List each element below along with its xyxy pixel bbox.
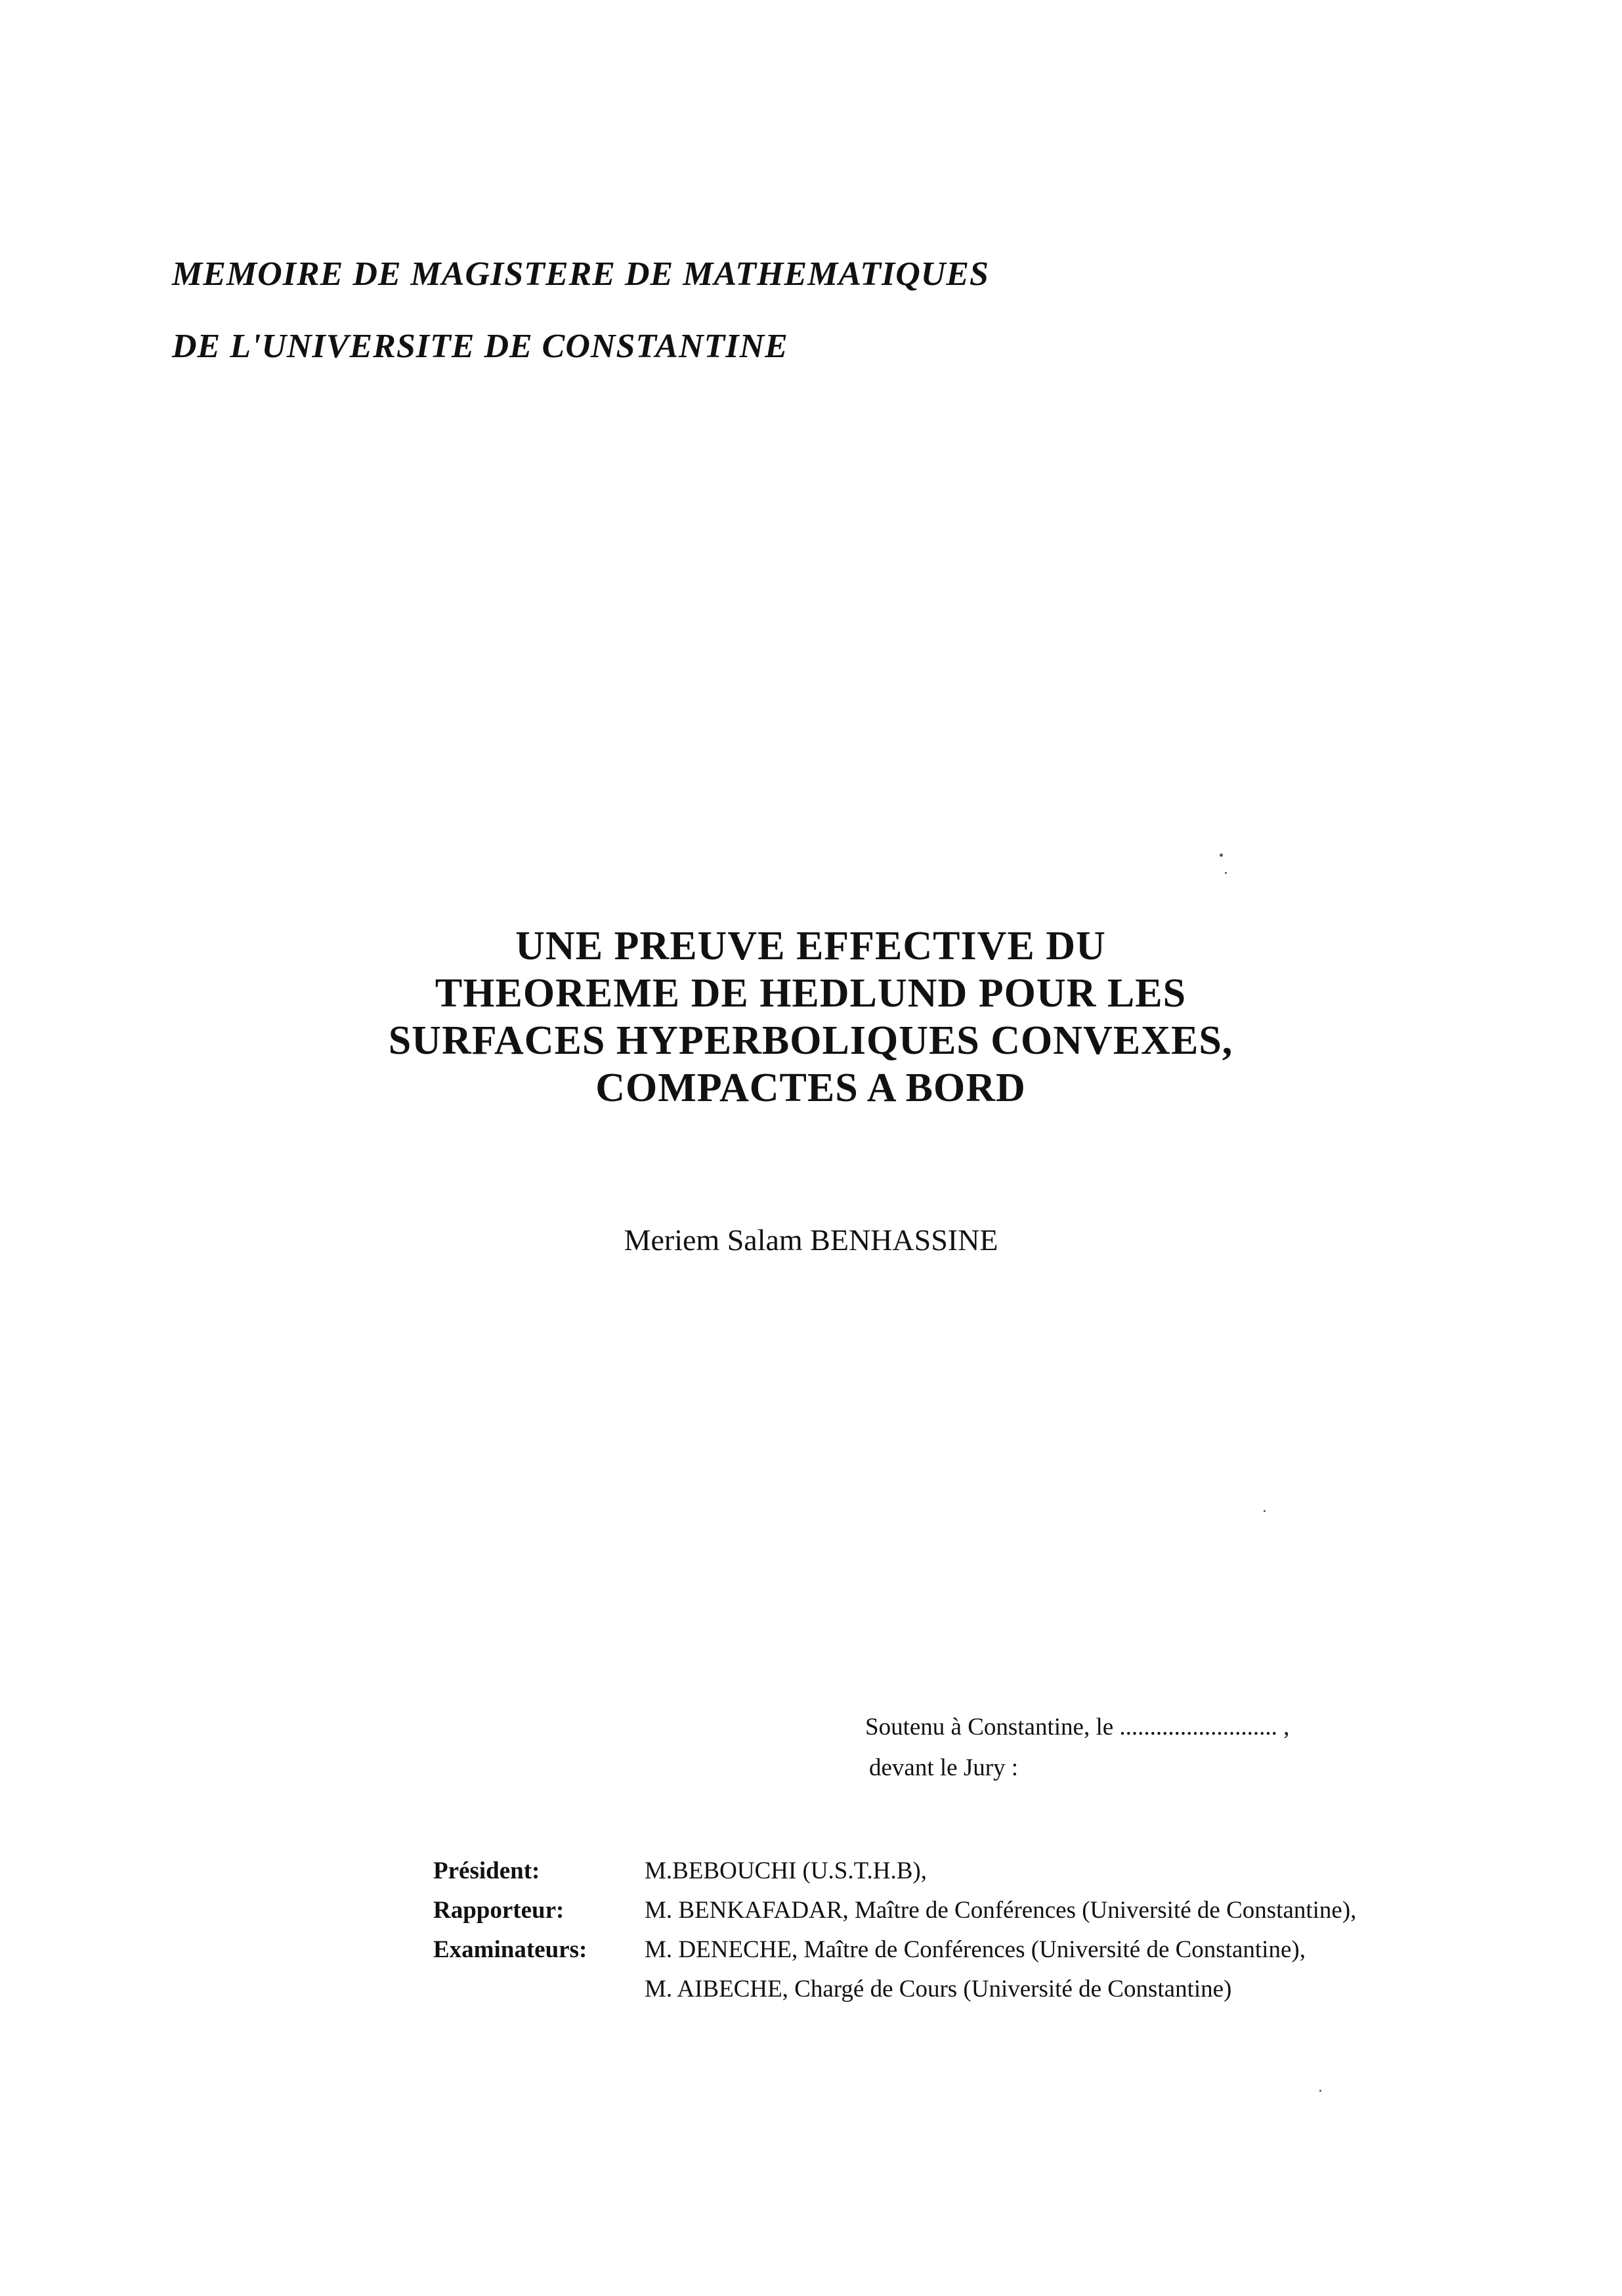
jury-row: [433, 1891, 1356, 1930]
title-line-4: COMPACTES A BORD: [595, 1066, 1026, 1110]
title-line-2: THEOREME DE HEDLUND POUR LES: [435, 971, 1187, 1016]
title-line-1: UNE PREUVE EFFECTIVE DU: [515, 924, 1106, 968]
jury-role: Président:: [433, 1857, 540, 1884]
defense-line-1: Soutenu à Constantine, le .......................... ,: [865, 1714, 1290, 1741]
scan-speck: [1225, 872, 1227, 874]
header-line-1: MEMOIRE DE MAGISTERE DE MATHEMATIQUES: [172, 255, 989, 293]
scan-speck: [1319, 2090, 1321, 2092]
jury-list: [433, 1852, 1356, 2009]
jury-member: M. BENKAFADAR, Maître de Conférences (Université de Constantine),: [645, 1897, 1357, 1924]
jury-row: [433, 1930, 1356, 1970]
defense-line-2: devant le Jury :: [869, 1754, 1019, 1781]
jury-member: M. AIBECHE, Chargé de Cours (Université de Constantine): [645, 1976, 1232, 2003]
scan-speck: [1220, 854, 1223, 857]
jury-member: M. DENECHE, Maître de Conférences (Université de Constantine),: [645, 1936, 1306, 1963]
title-line-3: SURFACES HYPERBOLIQUES CONVEXES,: [388, 1018, 1233, 1063]
header-line-2: DE L'UNIVERSITE DE CONSTANTINE: [172, 328, 788, 365]
jury-role: [433, 1970, 645, 2009]
jury-row: [433, 1852, 1356, 1891]
jury-role: Rapporteur:: [433, 1897, 565, 1924]
jury-row: [433, 1970, 1356, 2009]
thesis-title: [286, 922, 1336, 1112]
jury-role: Examinateurs:: [433, 1936, 587, 1963]
scan-speck: [1264, 1510, 1266, 1512]
jury-member: M.BEBOUCHI (U.S.T.H.B),: [645, 1857, 927, 1884]
defense-info: [865, 1707, 1289, 1788]
author-name: Meriem Salam BENHASSINE: [624, 1223, 998, 1257]
